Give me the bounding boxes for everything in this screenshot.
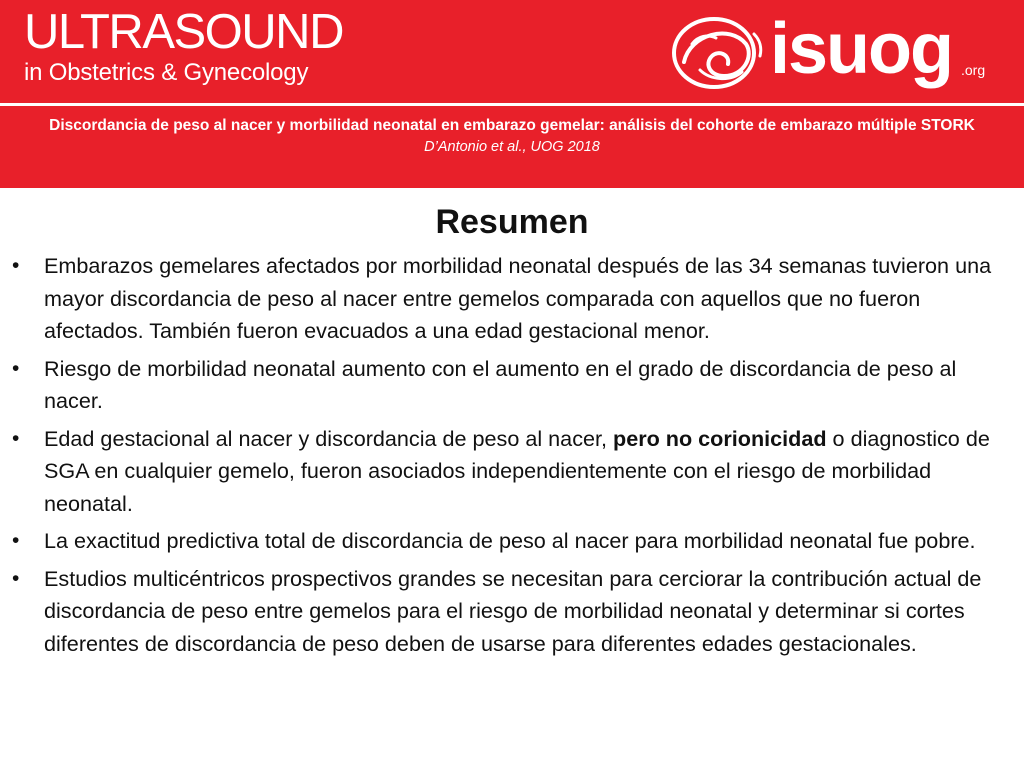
isuog-fetus-logo-icon: [670, 14, 766, 92]
journal-title: ULTRASOUND: [24, 5, 343, 59]
summary-list: [0, 250, 1024, 665]
bullet-icon: •: [12, 529, 20, 552]
article-title: Discordancia de peso al nacer y morbilidad neonatal en embarazo gemelar: análisis del cohorte de embarazo múltiple STORK: [49, 117, 975, 134]
summary-item: [0, 353, 1024, 418]
summary-item-text: Edad gestacional al nacer y discordancia de peso al nacer,: [44, 425, 613, 451]
article-citation: D’Antonio et al., UOG 2018: [424, 139, 600, 155]
summary-item-text: La exactitud predictiva total de discordancia de peso al nacer para morbilidad neonatal fue pobre.: [44, 528, 976, 553]
bullet-icon: •: [12, 566, 20, 590]
bullet-icon: •: [12, 356, 20, 380]
summary-item: [0, 250, 1024, 348]
section-heading: Resumen: [435, 203, 589, 241]
summary-item: [0, 525, 1024, 558]
isuog-logo-org: .org: [961, 62, 986, 78]
summary-item-text: Estudios multicéntricos prospectivos grandes se necesitan para cerciorar la contribución actual de discordancia de peso entre gemelos para el riesgo de morbilidad neonatal y determinar si cortes diferentes de discordancia de peso deben de usarse para diferentes edades gestacionales.: [44, 565, 982, 656]
bullet-icon: •: [12, 254, 20, 277]
summary-item: [0, 423, 1024, 521]
summary-item-text: Embarazos gemelares afectados por morbilidad neonatal después de las 34 semanas tuvieron una mayor discordancia de peso al nacer entre gemelos comparada con aquellos que no fueron afectados. También fueron evacuados a una edad gestacional menor.: [44, 253, 992, 343]
summary-item-text: Riesgo de morbilidad neonatal aumento con el aumento en el grado de discordancia de peso al nacer.: [44, 355, 957, 413]
bullet-icon: •: [12, 426, 20, 450]
summary-item-emphasis: pero no corionicidad: [613, 425, 827, 451]
isuog-logo: [670, 10, 1010, 96]
summary-item-text: o diagnostico de SGA en cualquier gemelo, fueron asociados independientemente con el riesgo de morbilidad neonatal.: [44, 425, 990, 516]
article-banner: [0, 106, 1024, 188]
header-bar: [0, 0, 1024, 103]
isuog-logo-text: isuog: [770, 9, 952, 89]
summary-item: [0, 563, 1024, 661]
journal-subtitle: in Obstetrics & Gynecology: [24, 59, 309, 86]
